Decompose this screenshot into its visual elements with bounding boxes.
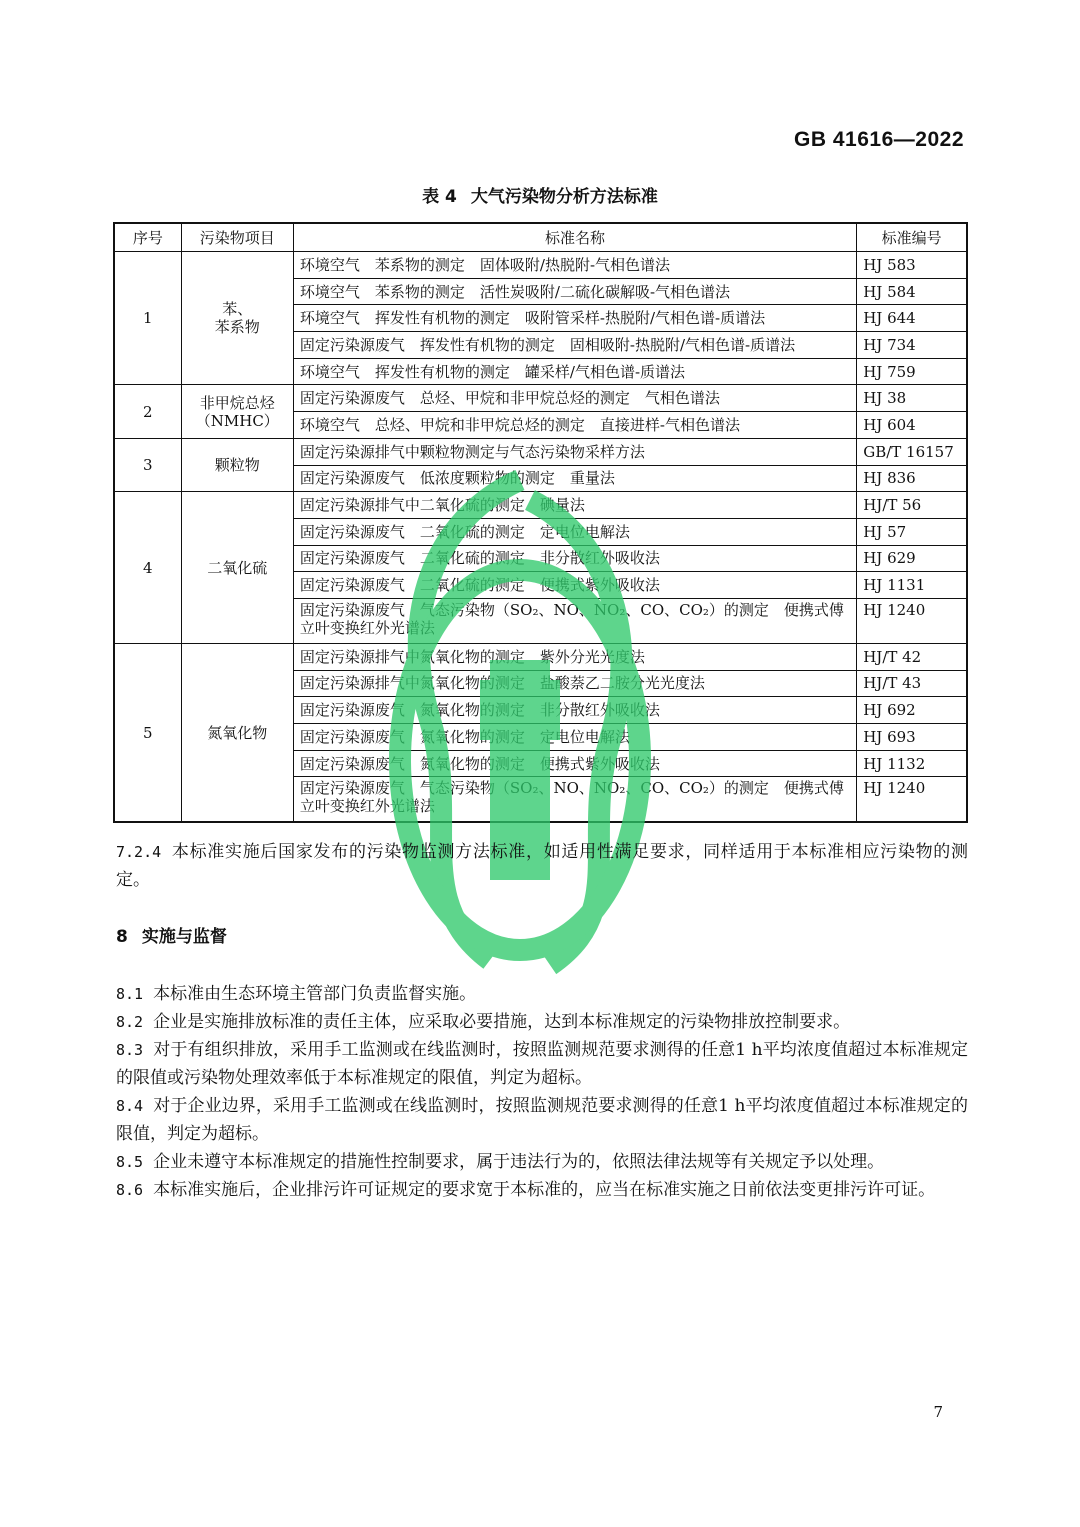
cell-serial-no: 4 xyxy=(114,492,181,644)
clause-number: 8.4 xyxy=(116,1097,144,1115)
clause-8-4 xyxy=(116,1092,968,1148)
section-8-heading xyxy=(116,922,227,947)
cell-standard-code: HJ 1131 xyxy=(857,572,967,599)
cell-standard-name: 固定污染源废气 二氧化硫的测定 非分散红外吸收法 xyxy=(293,545,856,572)
cell-standard-code: HJ 734 xyxy=(857,332,967,359)
cell-serial-no: 3 xyxy=(114,438,181,491)
cell-standard-code: HJ 759 xyxy=(857,358,967,385)
cell-pollutant: 氮氧化物 xyxy=(181,643,293,822)
clause-number: 8.5 xyxy=(116,1153,144,1171)
table-body xyxy=(114,252,967,823)
cell-pollutant: 非甲烷总烃 （NMHC） xyxy=(181,385,293,438)
table-title-text: 大气污染物分析方法标准 xyxy=(470,187,658,207)
cell-standard-name: 固定污染源废气 总烃、甲烷和非甲烷总烃的测定 气相色谱法 xyxy=(293,385,856,412)
cell-standard-name: 固定污染源排气中氮氧化物的测定 紫外分光光度法 xyxy=(293,643,856,670)
cell-standard-code: HJ 629 xyxy=(857,545,967,572)
cell-pollutant: 颗粒物 xyxy=(181,438,293,491)
cell-pollutant: 二氧化硫 xyxy=(181,492,293,644)
cell-standard-code: HJ 583 xyxy=(857,252,967,279)
clause-8-2 xyxy=(116,1008,968,1036)
cell-standard-name: 固定污染源废气 二氧化硫的测定 定电位电解法 xyxy=(293,518,856,545)
section-8-clauses xyxy=(116,980,968,1204)
standards-table xyxy=(113,222,968,823)
col-header-pollutant: 污染物项目 xyxy=(181,223,293,252)
clause-text: 对于有组织排放，采用手工监测或在线监测时，按照监测规范要求测得的任意1 h平均浓度值超过本标准规定的限值或污染物处理效率低于本标准规定的限值，判定为超标。 xyxy=(116,1040,968,1088)
cell-standard-name: 固定污染源废气 气态污染物（SO₂、NO、NO₂、CO、CO₂）的测定 便携式傅立叶变换红外光谱法 xyxy=(293,598,856,643)
cell-serial-no: 2 xyxy=(114,385,181,438)
clause-8-1 xyxy=(116,980,968,1008)
cell-standard-name: 固定污染源废气 氮氧化物的测定 非分散红外吸收法 xyxy=(293,697,856,724)
clause-text: 本标准由生态环境主管部门负责监督实施。 xyxy=(153,984,477,1004)
cell-standard-name: 固定污染源废气 挥发性有机物的测定 固相吸附-热脱附/气相色谱-质谱法 xyxy=(293,332,856,359)
table-row xyxy=(114,385,967,412)
clause-number: 8.1 xyxy=(116,985,144,1003)
clause-number: 8.6 xyxy=(116,1181,144,1199)
clause-7-2-4 xyxy=(116,838,968,894)
page-number: 7 xyxy=(933,1403,943,1421)
clause-number: 8.3 xyxy=(116,1041,144,1059)
section-title: 实施与监督 xyxy=(141,927,227,947)
cell-standard-name: 固定污染源排气中氮氧化物的测定 盐酸萘乙二胺分光光度法 xyxy=(293,670,856,697)
cell-serial-no: 5 xyxy=(114,643,181,822)
cell-standard-code: HJ 38 xyxy=(857,385,967,412)
table-row xyxy=(114,438,967,465)
clause-text: 对于企业边界，采用手工监测或在线监测时，按照监测规范要求测得的任意1 h平均浓度值超过本标准规定的限值，判定为超标。 xyxy=(116,1096,968,1144)
cell-standard-code: HJ 1240 xyxy=(857,777,967,823)
cell-standard-code: HJ 604 xyxy=(857,412,967,439)
cell-standard-name: 固定污染源废气 低浓度颗粒物的测定 重量法 xyxy=(293,465,856,492)
section-number: 8 xyxy=(116,927,128,947)
clause-text: 企业是实施排放标准的责任主体，应采取必要措施，达到本标准规定的污染物排放控制要求。 xyxy=(153,1012,851,1032)
table-row xyxy=(114,252,967,279)
cell-standard-name: 固定污染源废气 氮氧化物的测定 便携式紫外吸收法 xyxy=(293,750,856,777)
col-header-standard-code: 标准编号 xyxy=(857,223,967,252)
cell-standard-code: HJ 693 xyxy=(857,724,967,751)
clause-number: 7.2.4 xyxy=(116,843,162,861)
cell-standard-code: HJ 584 xyxy=(857,278,967,305)
clause-text: 本标准实施后，企业排污许可证规定的要求宽于本标准的，应当在标准实施之日前依法变更排污许可证。 xyxy=(153,1180,936,1200)
cell-serial-no: 1 xyxy=(114,252,181,385)
cell-standard-code: HJ/T 43 xyxy=(857,670,967,697)
table-row xyxy=(114,492,967,519)
cell-standard-name: 环境空气 苯系物的测定 固体吸附/热脱附-气相色谱法 xyxy=(293,252,856,279)
table-row xyxy=(114,643,967,670)
table-title xyxy=(0,182,1080,207)
col-header-no: 序号 xyxy=(114,223,181,252)
cell-standard-name: 环境空气 挥发性有机物的测定 吸附管采样-热脱附/气相色谱-质谱法 xyxy=(293,305,856,332)
cell-standard-name: 固定污染源废气 氮氧化物的测定 定电位电解法 xyxy=(293,724,856,751)
cell-standard-code: HJ/T 42 xyxy=(857,643,967,670)
cell-standard-name: 固定污染源排气中颗粒物测定与气态污染物采样方法 xyxy=(293,438,856,465)
cell-pollutant: 苯、 苯系物 xyxy=(181,252,293,385)
col-header-standard-name: 标准名称 xyxy=(293,223,856,252)
cell-standard-name: 固定污染源废气 气态污染物（SO₂、NO、NO₂、CO、CO₂）的测定 便携式傅立叶变换红外光谱法 xyxy=(293,777,856,823)
clause-text: 企业未遵守本标准规定的措施性控制要求，属于违法行为的，依照法律法规等有关规定予以处理。 xyxy=(153,1152,885,1172)
cell-standard-code: HJ 836 xyxy=(857,465,967,492)
cell-standard-code: HJ/T 56 xyxy=(857,492,967,519)
cell-standard-code: HJ 57 xyxy=(857,518,967,545)
cell-standard-name: 固定污染源废气 二氧化硫的测定 便携式紫外吸收法 xyxy=(293,572,856,599)
cell-standard-name: 固定污染源排气中二氧化硫的测定 碘量法 xyxy=(293,492,856,519)
standard-code: GB 41616—2022 xyxy=(794,128,964,151)
table-number: 表 4 xyxy=(422,187,457,207)
cell-standard-code: HJ 644 xyxy=(857,305,967,332)
cell-standard-name: 环境空气 苯系物的测定 活性炭吸附/二硫化碳解吸-气相色谱法 xyxy=(293,278,856,305)
table-header-row xyxy=(114,223,967,252)
clause-8-3 xyxy=(116,1036,968,1092)
cell-standard-name: 环境空气 挥发性有机物的测定 罐采样/气相色谱-质谱法 xyxy=(293,358,856,385)
clause-8-5 xyxy=(116,1148,968,1176)
clause-number: 8.2 xyxy=(116,1013,144,1031)
cell-standard-name: 环境空气 总烃、甲烷和非甲烷总烃的测定 直接进样-气相色谱法 xyxy=(293,412,856,439)
cell-standard-code: HJ 1240 xyxy=(857,598,967,643)
cell-standard-code: HJ 1132 xyxy=(857,750,967,777)
cell-standard-code: HJ 692 xyxy=(857,697,967,724)
clause-8-6 xyxy=(116,1176,968,1204)
cell-standard-code: GB/T 16157 xyxy=(857,438,967,465)
clause-text: 本标准实施后国家发布的污染物监测方法标准，如适用性满足要求，同样适用于本标准相应污染物的测定。 xyxy=(116,842,968,890)
